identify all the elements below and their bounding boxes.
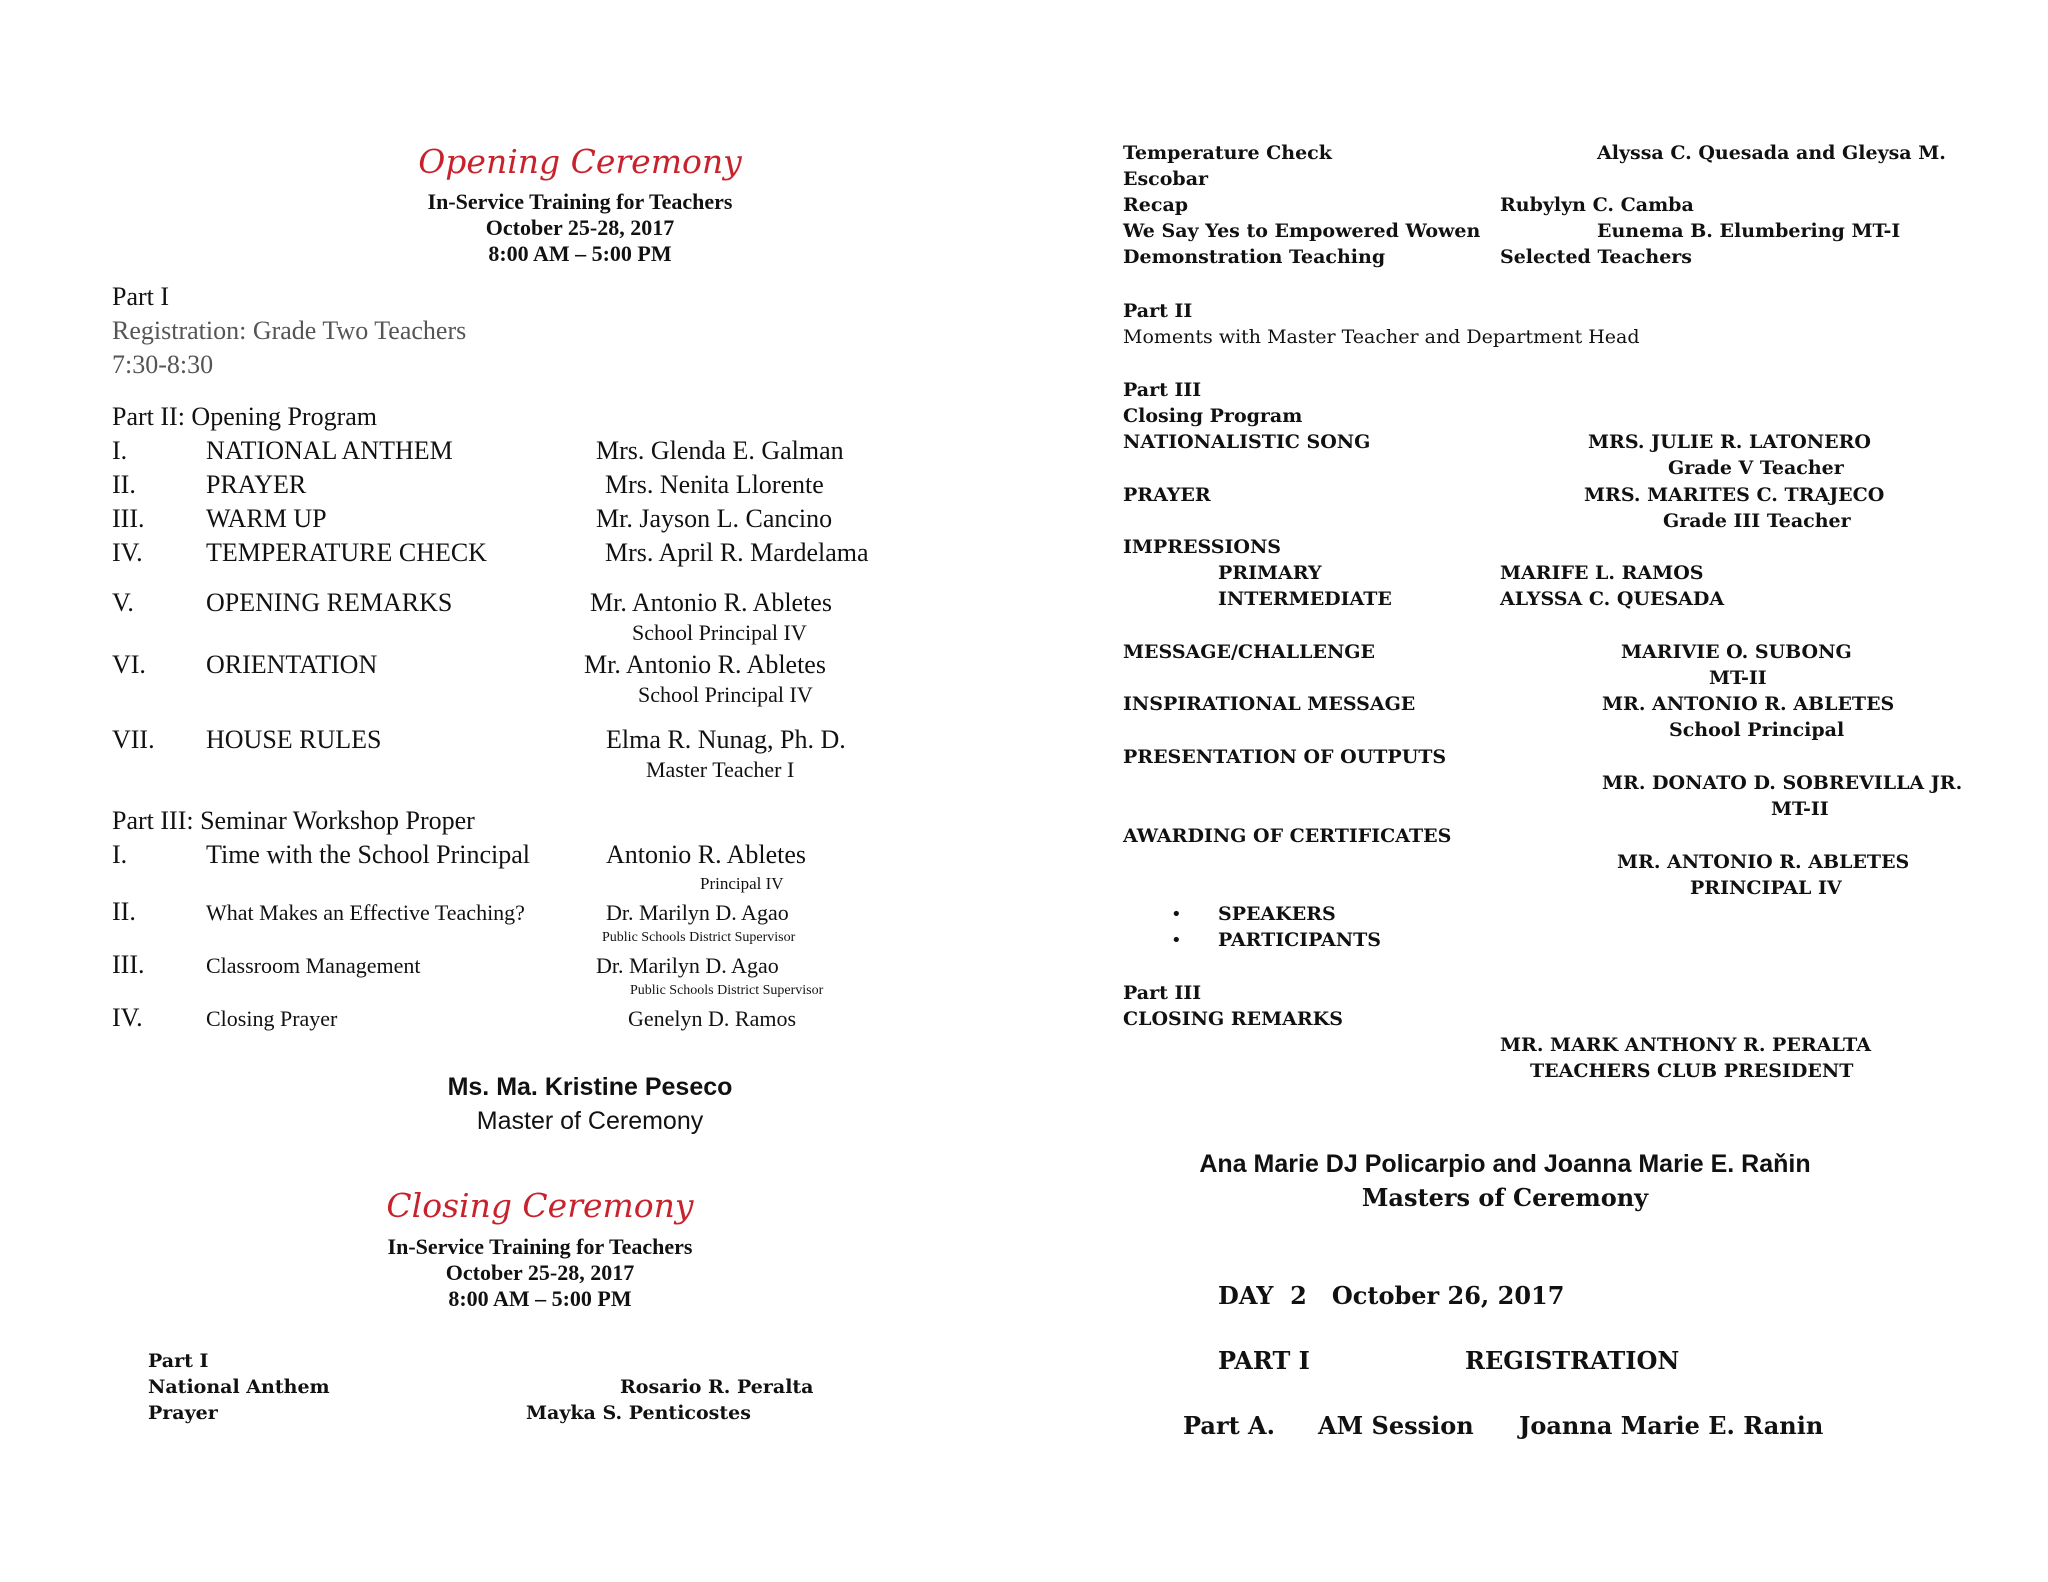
program-item-person: Mr. Antonio R. Abletes xyxy=(590,588,832,617)
day2-am-session: AM Session xyxy=(1318,1411,1474,1440)
bullet-icon: • xyxy=(1171,904,1182,925)
closing-remarks-role: TEACHERS CLUB PRESIDENT xyxy=(1530,1060,1854,1082)
seminar-item-num: IV. xyxy=(112,1003,143,1032)
opening-ceremony-title: Opening Ceremony xyxy=(418,142,742,181)
closing-date: October 25-28, 2017 xyxy=(445,1260,635,1285)
program-item-person: Mr. Antonio R. Abletes xyxy=(584,650,826,679)
demo-teaching-label: Demonstration Teaching xyxy=(1123,246,1386,268)
closing-remarks-person: MR. MARK ANTHONY R. PERALTA xyxy=(1500,1034,1872,1056)
program-item-num: VI. xyxy=(112,650,146,679)
closing-anthem-person: Rosario R. Peralta xyxy=(620,1376,814,1398)
temperature-check-person-cont: Escobar xyxy=(1123,168,1209,190)
day2-part1-label: PART I xyxy=(1218,1346,1310,1375)
closing-prayer-label: Prayer xyxy=(148,1402,218,1424)
part1-heading: Part I xyxy=(112,282,170,311)
program-item-role: Master Teacher I xyxy=(646,757,795,782)
masters-names: Ana Marie DJ Policarpio and Joanna Marie E. Raňin xyxy=(1199,1150,1811,1178)
primary-label: PRIMARY xyxy=(1218,562,1322,584)
day2-part-a-person: Joanna Marie E. Ranin xyxy=(1519,1411,1824,1440)
part3-heading-right: Part III xyxy=(1123,379,1202,401)
opening-subtitle: In-Service Training for Teachers xyxy=(427,189,733,214)
closing-anthem-label: National Anthem xyxy=(148,1376,330,1398)
part2-heading-right: Part II xyxy=(1123,300,1193,322)
masters-title: Masters of Ceremony xyxy=(1361,1183,1649,1212)
program-item-person: Elma R. Nunag, Ph. D. xyxy=(606,725,846,754)
seminar-item-num: III. xyxy=(112,950,145,979)
message-challenge-label: MESSAGE/CHALLENGE xyxy=(1123,641,1376,663)
part2-text-right: Moments with Master Teacher and Department Head xyxy=(1123,326,1640,348)
nationalistic-song-label: NATIONALISTIC SONG xyxy=(1123,431,1371,453)
program-item-num: II. xyxy=(112,470,136,499)
temperature-check-person: Alyssa C. Quesada and Gleysa M. xyxy=(1597,142,1946,164)
closing-time: 8:00 AM – 5:00 PM xyxy=(448,1286,632,1311)
inspirational-message-role: School Principal xyxy=(1669,719,1845,741)
awarding-certificates-label: AWARDING OF CERTIFICATES xyxy=(1123,825,1452,847)
awarding-certificates-role: PRINCIPAL IV xyxy=(1690,877,1842,899)
seminar-item-label: Time with the School Principal xyxy=(206,840,531,869)
intermediate-person: ALYSSA C. QUESADA xyxy=(1500,588,1725,610)
message-challenge-person: MARIVIE O. SUBONG xyxy=(1621,641,1852,663)
impressions-label: IMPRESSIONS xyxy=(1123,536,1282,558)
inspirational-message-label: INSPIRATIONAL MESSAGE xyxy=(1123,693,1416,715)
message-challenge-role: MT-II xyxy=(1709,667,1767,689)
program-item-label: TEMPERATURE CHECK xyxy=(206,538,487,567)
day2-heading: DAY 2 October 26, 2017 xyxy=(1218,1281,1565,1310)
opening-time: 8:00 AM – 5:00 PM xyxy=(488,241,672,266)
prayer-label-right: PRAYER xyxy=(1123,484,1211,506)
presentation-outputs-person: MR. DONATO D. SOBREVILLA JR. xyxy=(1602,772,1963,794)
program-item-label: NATIONAL ANTHEM xyxy=(206,436,453,465)
mc-name: Ms. Ma. Kristine Peseco xyxy=(447,1073,733,1101)
seminar-item-role: Principal IV xyxy=(700,874,784,893)
seminar-item-person: Antonio R. Abletes xyxy=(606,840,807,869)
seminar-item-label: What Makes an Effective Teaching? xyxy=(206,900,525,925)
part2-heading: Part II: Opening Program xyxy=(112,402,378,431)
temperature-check-label: Temperature Check xyxy=(1123,142,1332,164)
registration-text: Registration: Grade Two Teachers xyxy=(112,316,467,345)
prayer-role-right: Grade III Teacher xyxy=(1663,510,1851,532)
we-say-yes-person: Eunema B. Elumbering MT-I xyxy=(1597,220,1901,242)
program-item-person: Mr. Jayson L. Cancino xyxy=(596,504,833,533)
closing-program-label: Closing Program xyxy=(1123,405,1303,427)
program-item-num: V. xyxy=(112,588,134,617)
closing-remarks-label: CLOSING REMARKS xyxy=(1123,1008,1343,1030)
primary-person: MARIFE L. RAMOS xyxy=(1500,562,1704,584)
intermediate-label: INTERMEDIATE xyxy=(1218,588,1392,610)
bullet-item-participants: PARTICIPANTS xyxy=(1218,929,1382,951)
prayer-person-right: MRS. MARITES C. TRAJECO xyxy=(1584,484,1885,506)
day2-registration: REGISTRATION xyxy=(1465,1346,1680,1375)
bullet-icon: • xyxy=(1171,930,1182,951)
presentation-outputs-role: MT-II xyxy=(1771,798,1829,820)
seminar-item-person: Dr. Marilyn D. Agao xyxy=(596,953,779,978)
program-item-role: School Principal IV xyxy=(632,620,807,645)
seminar-item-role: Public Schools District Supervisor xyxy=(602,930,796,945)
closing-ceremony-title: Closing Ceremony xyxy=(386,1186,694,1225)
nationalistic-song-role: Grade V Teacher xyxy=(1668,457,1844,479)
recap-label: Recap xyxy=(1123,194,1189,216)
program-item-role: School Principal IV xyxy=(638,682,813,707)
seminar-item-num: I. xyxy=(112,840,128,869)
seminar-item-person: Dr. Marilyn D. Agao xyxy=(606,900,789,925)
program-item-person: Mrs. April R. Mardelama xyxy=(605,538,869,567)
part3-heading: Part III: Seminar Workshop Proper xyxy=(112,806,475,835)
seminar-item-person: Genelyn D. Ramos xyxy=(628,1006,797,1031)
registration-time: 7:30-8:30 xyxy=(112,350,214,379)
program-item-label: ORIENTATION xyxy=(206,650,378,679)
nationalistic-song-person: MRS. JULIE R. LATONERO xyxy=(1588,431,1871,453)
program-item-label: OPENING REMARKS xyxy=(206,588,453,617)
opening-date: October 25-28, 2017 xyxy=(485,215,675,240)
demo-teaching-person: Selected Teachers xyxy=(1500,246,1692,268)
program-item-num: III. xyxy=(112,504,145,533)
presentation-outputs-label: PRESENTATION OF OUTPUTS xyxy=(1123,746,1447,768)
program-item-person: Mrs. Glenda E. Galman xyxy=(596,436,844,465)
seminar-item-label: Classroom Management xyxy=(206,953,421,978)
program-item-label: PRAYER xyxy=(206,470,307,499)
program-item-label: HOUSE RULES xyxy=(206,725,382,754)
day2-part-a-label: Part A. xyxy=(1183,1411,1276,1440)
program-item-label: WARM UP xyxy=(206,504,327,533)
awarding-certificates-person: MR. ANTONIO R. ABLETES xyxy=(1617,851,1910,873)
bullet-item-speakers: SPEAKERS xyxy=(1218,903,1336,925)
closing-part-heading: Part I xyxy=(148,1350,209,1372)
seminar-item-label: Closing Prayer xyxy=(206,1006,338,1031)
program-item-num: IV. xyxy=(112,538,143,567)
recap-person: Rubylyn C. Camba xyxy=(1500,194,1694,216)
closing-subtitle: In-Service Training for Teachers xyxy=(387,1234,693,1259)
program-item-num: VII. xyxy=(112,725,155,754)
program-item-num: I. xyxy=(112,436,128,465)
seminar-item-num: II. xyxy=(112,897,136,926)
closing-prayer-person: Mayka S. Penticostes xyxy=(526,1402,751,1424)
mc-title: Master of Ceremony xyxy=(476,1107,704,1135)
inspirational-message-person: MR. ANTONIO R. ABLETES xyxy=(1602,693,1895,715)
program-item-person: Mrs. Nenita Llorente xyxy=(605,470,824,499)
we-say-yes-label: We Say Yes to Empowered Wowen xyxy=(1123,220,1481,242)
seminar-item-role: Public Schools District Supervisor xyxy=(630,983,824,998)
part3b-heading: Part III xyxy=(1123,982,1202,1004)
